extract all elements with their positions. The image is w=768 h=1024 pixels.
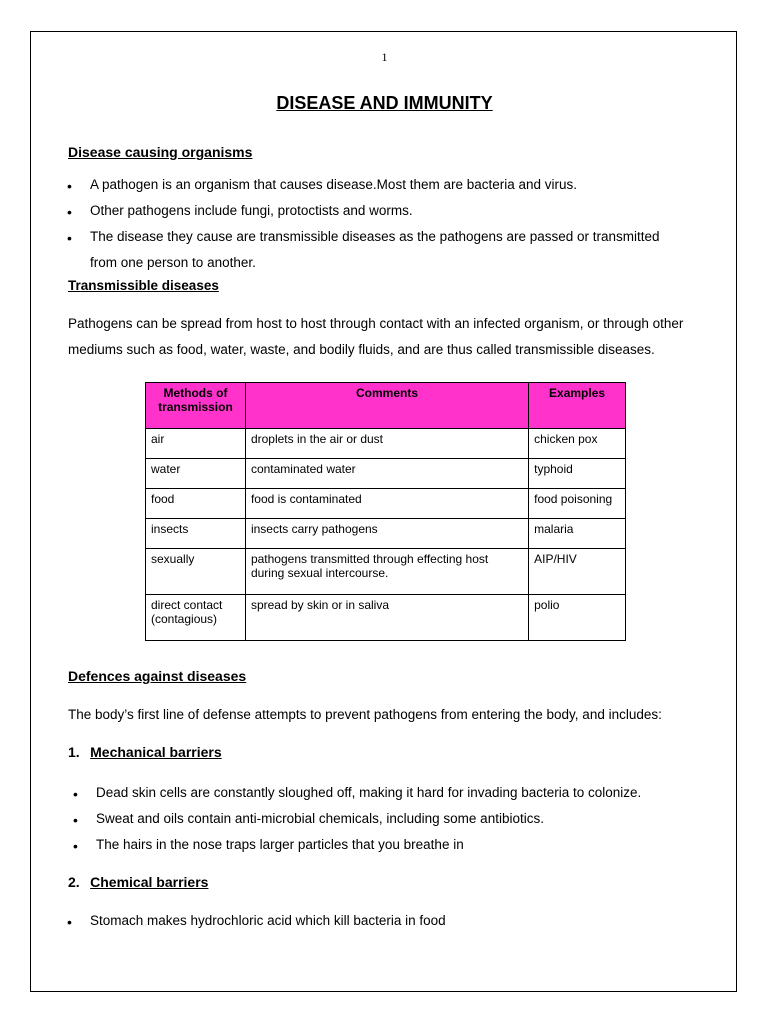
header-methods: Methods of transmission xyxy=(146,383,246,429)
cell-comment: food is contaminated xyxy=(245,489,528,519)
paragraph-line: mediums such as food, water, waste, and bodily fluids, and are thus called transmissible diseases. xyxy=(68,342,655,357)
table-row xyxy=(146,549,626,595)
bullet-marker: • xyxy=(73,838,78,854)
cell-example: polio xyxy=(529,595,626,641)
bullet-marker: • xyxy=(73,786,78,802)
table-row xyxy=(146,595,626,641)
table-header-row xyxy=(146,383,626,429)
cell-example: AIP/HIV xyxy=(529,549,626,595)
cell-example: malaria xyxy=(529,519,626,549)
transmission-table xyxy=(145,382,626,641)
bullet-text: The disease they cause are transmissible diseases as the pathogens are passed or transmitted xyxy=(90,229,660,244)
cell-comment: insects carry pathogens xyxy=(245,519,528,549)
cell-example: typhoid xyxy=(529,459,626,489)
bullet-text-continuation: from one person to another. xyxy=(90,255,256,270)
table-row xyxy=(146,519,626,549)
cell-example: food poisoning xyxy=(529,489,626,519)
mechanical-heading-text: Mechanical barriers xyxy=(90,744,222,760)
page-title: DISEASE AND IMMUNITY xyxy=(276,93,493,113)
chemical-heading-text: Chemical barriers xyxy=(90,874,209,890)
cell-comment: spread by skin or in saliva xyxy=(245,595,528,641)
table-row xyxy=(146,429,626,459)
bullet-marker: • xyxy=(67,914,72,930)
cell-method: water xyxy=(146,459,246,489)
heading-mechanical-barriers xyxy=(68,744,222,762)
heading-transmissible-diseases: Transmissible diseases xyxy=(68,278,219,293)
header-comments: Comments xyxy=(245,383,528,429)
bullet-text: Stomach makes hydrochloric acid which kill bacteria in food xyxy=(90,913,446,928)
cell-example: chicken pox xyxy=(529,429,626,459)
cell-method: direct contact (contagious) xyxy=(146,595,246,641)
cell-method: air xyxy=(146,429,246,459)
heading-defences: Defences against diseases xyxy=(68,668,247,684)
cell-comment: contaminated water xyxy=(245,459,528,489)
cell-method: insects xyxy=(146,519,246,549)
heading-disease-causing-organisms: Disease causing organisms xyxy=(68,144,253,160)
table-row xyxy=(146,459,626,489)
document-page xyxy=(30,31,737,992)
cell-comment: droplets in the air or dust xyxy=(245,429,528,459)
header-examples: Examples xyxy=(529,383,626,429)
cell-method: food xyxy=(146,489,246,519)
bullet-text: Dead skin cells are constantly sloughed off, making it hard for invading bacteria to colonize. xyxy=(96,785,642,800)
list-number: 1. xyxy=(68,744,80,760)
bullet-text: A pathogen is an organism that causes disease.Most them are bacteria and virus. xyxy=(90,177,578,192)
table-row xyxy=(146,489,626,519)
paragraph-line: Pathogens can be spread from host to host through contact with an infected organism, or through other xyxy=(68,316,684,331)
bullet-text: Other pathogens include fungi, protoctists and worms. xyxy=(90,203,413,218)
heading-chemical-barriers xyxy=(68,874,208,892)
list-number: 2. xyxy=(68,874,80,890)
bullet-text: The hairs in the nose traps larger particles that you breathe in xyxy=(96,837,464,852)
cell-method: sexually xyxy=(146,549,246,595)
defences-intro: The body’s first line of defense attempts to prevent pathogens from entering the body, and includes: xyxy=(68,707,662,722)
page-number: 1 xyxy=(381,50,388,64)
cell-comment: pathogens transmitted through effecting host during sexual intercourse. xyxy=(245,549,528,595)
bullet-marker: • xyxy=(67,230,72,246)
bullet-marker: • xyxy=(67,178,72,194)
bullet-text: Sweat and oils contain anti-microbial chemicals, including some antibiotics. xyxy=(96,811,544,826)
bullet-marker: • xyxy=(67,204,72,220)
bullet-marker: • xyxy=(73,812,78,828)
